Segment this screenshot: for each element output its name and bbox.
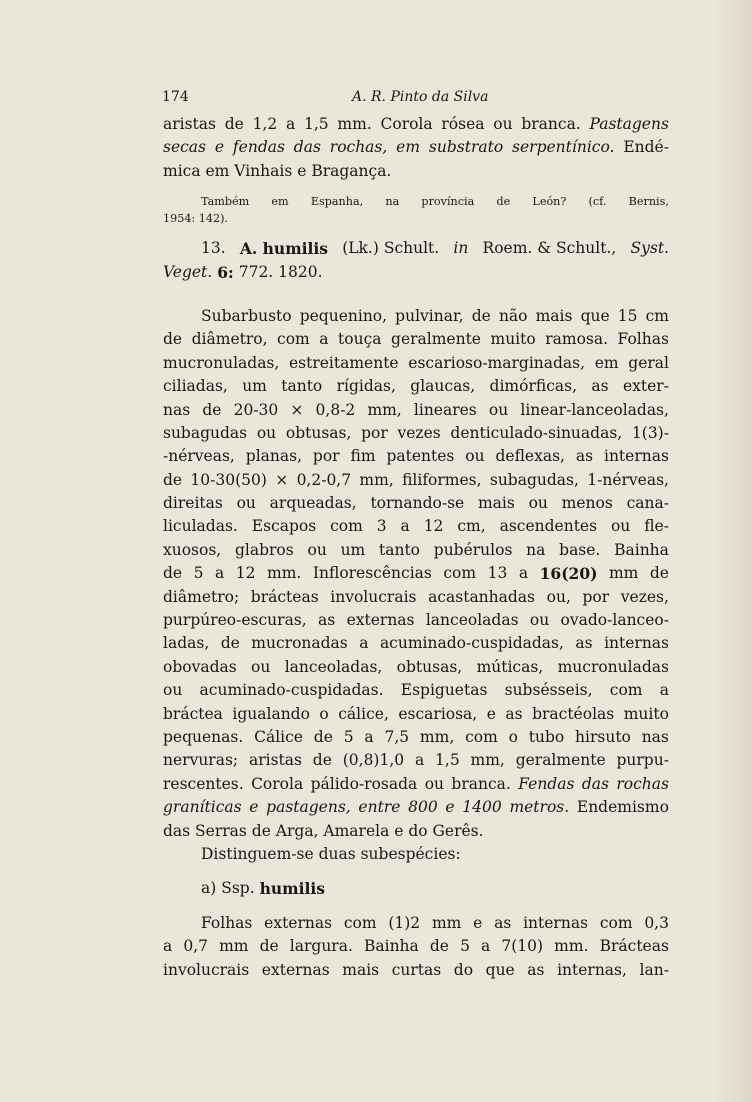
text-line: de 5 a 12 mm. Inflorescências com 13 a 16(20) mm de xyxy=(163,564,669,584)
text-line: Folhas externas com (1)2 mm e as internas com 0,3 xyxy=(201,913,669,932)
text-line: de diâmetro, com a touça geralmente muito ramosa. Folhas xyxy=(163,330,669,349)
running-head: A. R. Pinto da Silva xyxy=(352,89,489,105)
text-line: ciliadas, um tanto rígidas, glaucas, dimórficas, as exter- xyxy=(163,377,669,396)
text-line: subagudas ou obtusas, por vezes denticulado-sinuadas, 1(3)- xyxy=(163,423,669,442)
species-description xyxy=(163,305,669,866)
text-line: a 0,7 mm de largura. Bainha de 5 a 7(10) mm. Brácteas xyxy=(163,937,669,956)
subspecies-heading: a) Ssp. humilis xyxy=(201,879,325,899)
text-line: diâmetro; brácteas involucrais acastanhadas ou, por vezes, xyxy=(163,587,669,606)
page-shadow xyxy=(714,0,752,1102)
page-body xyxy=(163,113,669,982)
subspecies-intro: Distinguem-se duas subespécies: xyxy=(201,844,461,863)
text-line: obovadas ou lanceoladas, obtusas, múticas, mucronuladas xyxy=(163,657,669,676)
text-line: ou acuminado-cuspidadas. Espiguetas subsésseis, com a xyxy=(163,681,669,700)
text-line: graníticas e pastagens, entre 800 e 1400 metros. Endemismo xyxy=(163,798,669,817)
footnote xyxy=(163,193,669,227)
text-line: nervuras; aristas de (0,8)1,0 a 1,5 mm, geralmente purpu- xyxy=(163,751,669,770)
text-line: bráctea igualando o cálice, escariosa, e as bractéolas muito xyxy=(163,704,669,723)
text-line: direitas ou arqueadas, tornando-se mais ou menos cana- xyxy=(163,494,669,513)
intro-paragraph xyxy=(163,113,669,183)
text-line: -nérveas, planas, por fim patentes ou deflexas, as internas xyxy=(163,447,669,466)
text-line: pequenas. Cálice de 5 a 7,5 mm, com o tubo hirsuto nas xyxy=(163,727,669,746)
text-line: 13. A. humilis (Lk.) Schult. in Roem. & Schult., Syst. xyxy=(201,239,669,259)
page-header xyxy=(162,89,672,111)
species-heading xyxy=(163,237,669,284)
page-number: 174 xyxy=(162,89,189,105)
text-line: Subarbusto pequenino, pulvinar, de não mais que 15 cm xyxy=(201,306,669,325)
text-line: purpúreo-escuras, as externas lanceoladas ou ovado-lanceo- xyxy=(163,611,669,630)
text-line: ladas, de mucronadas a acuminado-cuspidadas, as internas xyxy=(163,634,669,653)
text-line: aristas de 1,2 a 1,5 mm. Corola rósea ou branca. Pastagens xyxy=(163,115,669,133)
text-line: mucronuladas, estreitamente escarioso-marginadas, em geral xyxy=(163,353,669,372)
text-line: Veget. 6: 772. 1820. xyxy=(163,262,323,282)
text-line: secas e fendas das rochas, em substrato serpentínico. Endé- xyxy=(163,138,669,157)
text-line: de 10-30(50) × 0,2-0,7 mm, filiformes, subagudas, 1-nérveas, xyxy=(163,470,669,489)
subspecies-paragraph xyxy=(163,912,669,982)
text-line: liculadas. Escapos com 3 a 12 cm, ascendentes ou fle- xyxy=(163,517,669,536)
footnote-line: 1954: 142). xyxy=(163,212,229,226)
text-line: das Serras de Arga, Amarela e do Gerês. xyxy=(163,821,484,840)
text-line: rescentes. Corola pálido-rosada ou branca. Fendas das rochas xyxy=(163,774,669,793)
footnote-line: Também em Espanha, na província de León? (cf. Bernis, xyxy=(201,195,669,209)
text-line: involucrais externas mais curtas do que as internas, lan- xyxy=(163,960,669,979)
text-line: xuosos, glabros ou um tanto pubérulos na base. Bainha xyxy=(163,540,669,559)
text-line: nas de 20-30 × 0,8-2 mm, lineares ou linear-lanceoladas, xyxy=(163,400,669,419)
text-line: mica em Vinhais e Bragança. xyxy=(163,161,392,180)
